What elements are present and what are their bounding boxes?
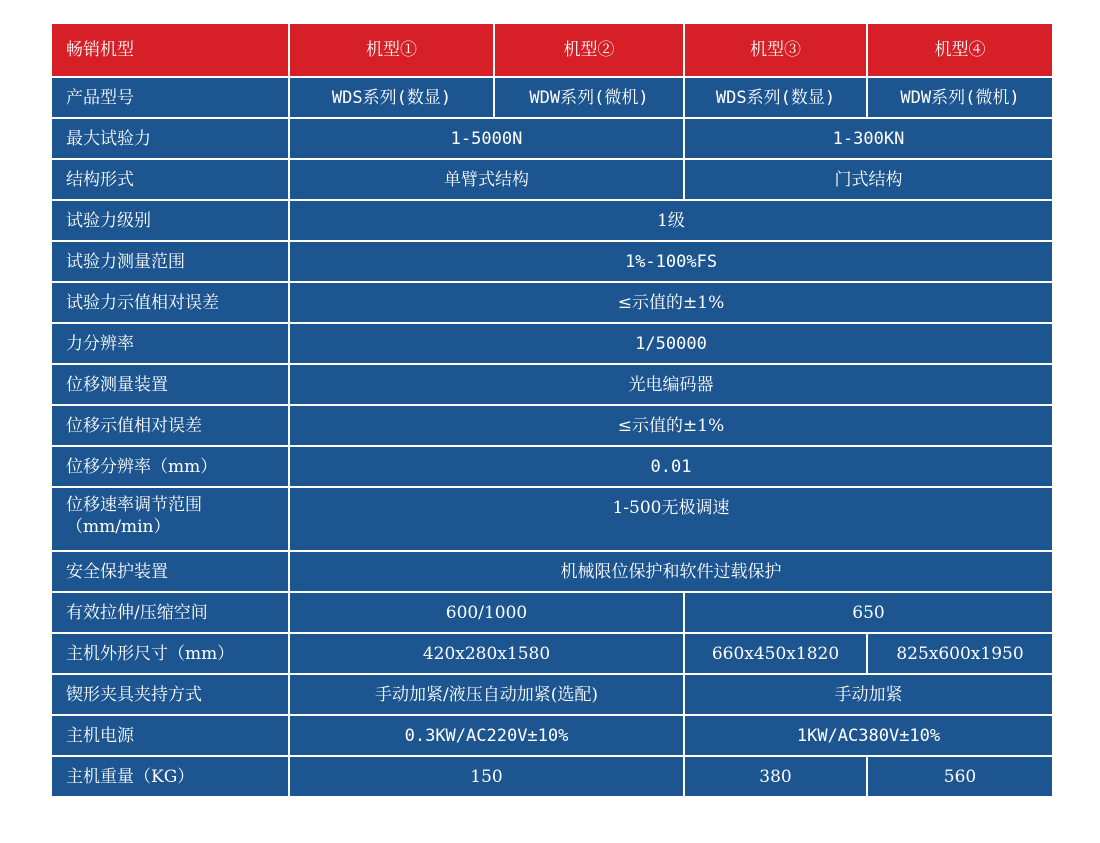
value-cell: 门式结构 — [684, 159, 1053, 200]
value-cell: 660x450x1820 — [684, 633, 867, 674]
model-no-cell: WDS系列(数显) — [684, 77, 867, 118]
row-label: 有效拉伸/压缩空间 — [51, 592, 289, 633]
model-2-header: 机型② — [494, 23, 684, 77]
row-speed-range — [51, 487, 1053, 551]
row-label: 主机外形尺寸（mm） — [51, 633, 289, 674]
model-no-cell: WDW系列(微机) — [867, 77, 1053, 118]
row-clamp — [51, 674, 1053, 715]
row-label: 锲形夹具夹持方式 — [51, 674, 289, 715]
row-disp-error — [51, 405, 1053, 446]
value-cell: 机械限位保护和软件过载保护 — [289, 551, 1053, 592]
row-label: 主机电源 — [51, 715, 289, 756]
row-label — [51, 487, 289, 551]
row-label: 位移示值相对误差 — [51, 405, 289, 446]
model-4-header: 机型④ — [867, 23, 1053, 77]
value-cell: 1%-100%FS — [289, 241, 1053, 282]
value-cell: 150 — [289, 756, 684, 797]
value-cell: 光电编码器 — [289, 364, 1053, 405]
value-cell: 1-5000N — [289, 118, 684, 159]
row-disp-resolution — [51, 446, 1053, 487]
row-label: 试验力级别 — [51, 200, 289, 241]
row-structure — [51, 159, 1053, 200]
row-max-force — [51, 118, 1053, 159]
row-label-line-1: 位移速率调节范围 — [66, 495, 202, 515]
value-cell: 1-300KN — [684, 118, 1053, 159]
row-label: 安全保护装置 — [51, 551, 289, 592]
row-label: 结构形式 — [51, 159, 289, 200]
value-cell: 手动加紧/液压自动加紧(选配) — [289, 674, 684, 715]
value-cell: 600/1000 — [289, 592, 684, 633]
row-model-no — [51, 77, 1053, 118]
model-no-cell: WDS系列(数显) — [289, 77, 494, 118]
row-label: 试验力示值相对误差 — [51, 282, 289, 323]
row-label: 位移分辨率（mm） — [51, 446, 289, 487]
row-power — [51, 715, 1053, 756]
model-1-header: 机型① — [289, 23, 494, 77]
row-label: 试验力测量范围 — [51, 241, 289, 282]
value-cell: ≤示值的±1% — [289, 405, 1053, 446]
model-no-cell: WDW系列(微机) — [494, 77, 684, 118]
spec-table — [50, 22, 1054, 798]
value-cell: 0.01 — [289, 446, 1053, 487]
row-safety — [51, 551, 1053, 592]
row-force-class — [51, 200, 1053, 241]
value-cell: 0.3KW/AC220V±10% — [289, 715, 684, 756]
row-disp-device — [51, 364, 1053, 405]
row-weight — [51, 756, 1053, 797]
row-force-range — [51, 241, 1053, 282]
value-cell: 单臂式结构 — [289, 159, 684, 200]
row-label: 最大试验力 — [51, 118, 289, 159]
row-label: 位移测量装置 — [51, 364, 289, 405]
model-3-header: 机型③ — [684, 23, 867, 77]
row-dimensions — [51, 633, 1053, 674]
value-cell: 825x600x1950 — [867, 633, 1053, 674]
header-label: 畅销机型 — [51, 23, 289, 77]
value-cell: 1级 — [289, 200, 1053, 241]
value-cell: 手动加紧 — [684, 674, 1053, 715]
row-space — [51, 592, 1053, 633]
row-label-line-2: （mm/min） — [66, 517, 171, 537]
row-force-error — [51, 282, 1053, 323]
row-label: 产品型号 — [51, 77, 289, 118]
value-cell: 1-500无极调速 — [289, 487, 1053, 551]
row-force-resolution — [51, 323, 1053, 364]
value-cell: 650 — [684, 592, 1053, 633]
header-row — [51, 23, 1053, 77]
value-cell: 1KW/AC380V±10% — [684, 715, 1053, 756]
row-label: 主机重量（KG） — [51, 756, 289, 797]
value-cell: 560 — [867, 756, 1053, 797]
row-label: 力分辨率 — [51, 323, 289, 364]
value-cell: ≤示值的±1% — [289, 282, 1053, 323]
value-cell: 380 — [684, 756, 867, 797]
value-cell: 1/50000 — [289, 323, 1053, 364]
value-cell: 420x280x1580 — [289, 633, 684, 674]
